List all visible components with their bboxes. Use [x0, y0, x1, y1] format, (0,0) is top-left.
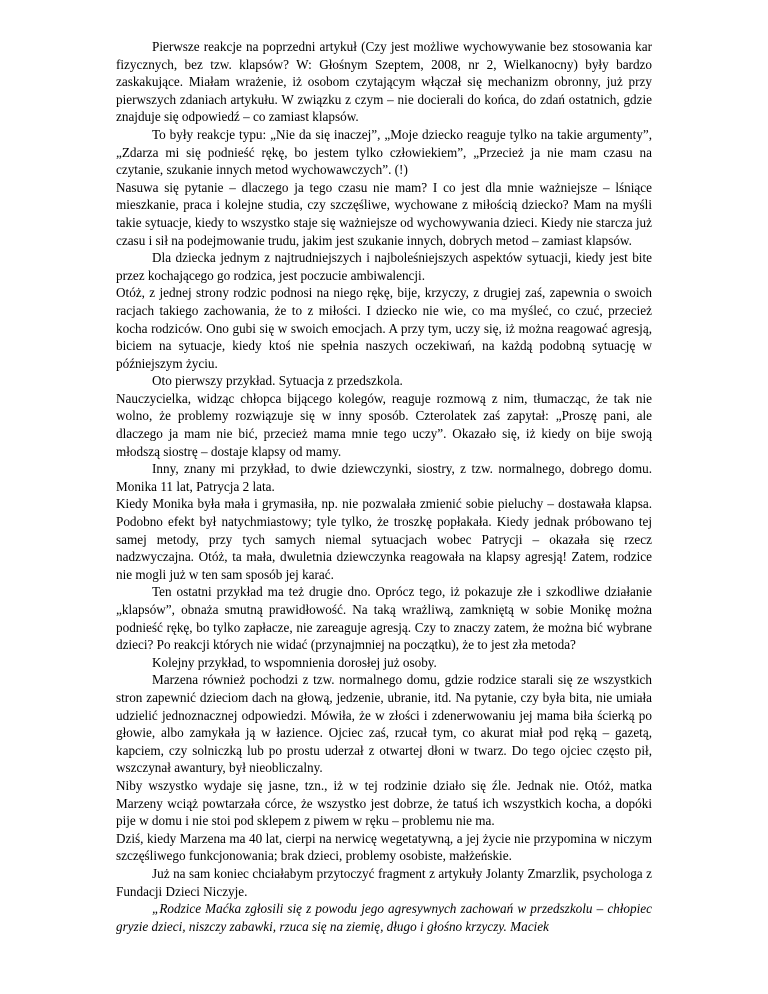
paragraph: Kiedy Monika była mała i grymasiła, np. nie pozwalała zmienić sobie pieluchy – dostawała klapsa. Podobno efekt był natychmiastowy; tyle tylko, że troszkę popłakała. Kiedy jednak próbowano tej samej metody, przy tych samych niemal sytuacjach wobec Patrycji – okazała się rzecz nadzwyczajna. Otóż, ta mała, dwuletnia dziewczynka reagowała na klapsy agresją! Zatem, rodzice nie mogli już w ten sam sposób jej karać. [116, 496, 652, 582]
paragraph: Już na sam koniec chciałabym przytoczyć fragment z artykuły Jolanty Zmarzlik, psychologa z Fundacji Dzieci Niczyje. [116, 865, 652, 899]
paragraph: Kolejny przykład, to wspomnienia dorosłej już osoby. [152, 654, 437, 670]
paragraph: To były reakcje typu: „Nie da się inaczej”, „Moje dziecko reaguje tylko na takie argumenty”, „Zdarza mi się podnieść rękę, bo jestem tylko człowiekiem”, „Przecież ja nie mam czasu na czytanie, szukanie innych metod wychowawczych”. (!) [116, 126, 652, 178]
paragraph: Nasuwa się pytanie – dlaczego ja tego czasu nie mam? I co jest dla mnie ważniejsze – lśniące mieszkanie, praca i kolejne studia, czy szczęśliwe, wychowane z miłością dziecko? Mam na myśli takie sytuacje, kiedy to wszystko staje się ważniejsze od wychowywania dzieci. Kiedy nie starcza już czasu i sił na podejmowanie trudu, jakim jest szukanie innych, dobrych metod – zamiast klapsów. [116, 179, 652, 248]
paragraph: Dziś, kiedy Marzena ma 40 lat, cierpi na nerwicę wegetatywną, a jej życie nie przypomina w niczym szczęśliwego funkcjonowania; brak dzieci, problemy osobiste, małżeńskie. [116, 830, 652, 864]
paragraph: Oto pierwszy przykład. Sytuacja z przedszkola. [152, 373, 403, 389]
quote-paragraph: „Rodzice Maćka zgłosili się z powodu jego agresywnych zachowań w przedszkolu – chłopiec gryzie dzieci, niszczy zabawki, rzuca się na ziemię, długo i głośno krzyczy. Maciek [116, 901, 652, 934]
paragraph: Niby wszystko wydaje się jasne, tzn., iż w tej rodzinie działo się źle. Jednak nie. Otóż, matka Marzeny wciąż powtarzała córce, że wszystko jest dobrze, że tatuś ich wszystkich kocha, a dopóki pije w domu i nie stoi pod sklepem z piwem w ręku – problemu nie ma. [116, 777, 652, 829]
article-body [116, 38, 652, 935]
paragraph: Pierwsze reakcje na poprzedni artykuł (Czy jest możliwe wychowywanie bez stosowania kar fizycznych, bez tzw. klapsów? W: Głośnym Szeptem, 2008, nr 2, Wielkanocny) były bardzo zaskakujące. Miałam wrażenie, iż osobom czytającym włączał się mechanizm obronny, już przy pierwszych zdaniach artykułu. W związku z czym – nie docierali do końca, do zdań ostatnich, gdzie znajduje się odpowiedź – co zamiast klapsów. [116, 39, 652, 125]
paragraph: Dla dziecka jednym z najtrudniejszych i najboleśniejszych aspektów sytuacji, kiedy jest bite przez kochającego go rodzica, jest poczucie ambiwalencji. [116, 250, 652, 283]
paragraph: Otóż, z jednej strony rodzic podnosi na niego rękę, bije, krzyczy, z drugiej zaś, zapewnia o swoich racjach takiego zachowania, że to z miłości. I dziecko nie wie, co ma myśleć, co czuć, przecież kocha rodziców. Ono gubi się w swoich emocjach. A przy tym, uczy się, iż można reagować agresją, biciem na sytuacje, kiedy ktoś nie spełnia naszych oczekiwań, na każdą podobną sytuację w późniejszym życiu. [116, 285, 652, 371]
paragraph: Nauczycielka, widząc chłopca bijącego kolegów, reaguje rozmową z nim, tłumacząc, że tak nie wolno, że problemy rozwiązuje się w inny sposób. Czterolatek zaś zapytał: „Proszę pani, ale dlaczego ja mam nie bić, przecież mama mnie tego uczy”. Okazało się, iż kiedy on bije swoją młodszą siostrę – dostaje klapsy od mamy. [116, 390, 652, 459]
paragraph: Marzena również pochodzi z tzw. normalnego domu, gdzie rodzice starali się ze wszystkich stron zapewnić dzieciom dach na głową, jedzenie, ubranie, itd. Na pytanie, czy była bita, nie umiała udzielić jednoznacznej odpowiedzi. Mówiła, że w złości i zdenerwowaniu jej mama biła ścierką po głowie, albo zamykała ją w łazience. Ojciec zaś, rzucał tym, co akurat miał pod ręką – gazetą, kapciem, czy solniczką lub po prostu uderzał z otwartej dłoni w twarz. Do tego ojciec często pił, wszczynał awantury, był nieobliczalny. [116, 672, 652, 776]
paragraph: Inny, znany mi przykład, to dwie dziewczynki, siostry, z tzw. normalnego, dobrego domu. Monika 11 lat, Patrycja 2 lata. [116, 461, 652, 494]
paragraph: Ten ostatni przykład ma też drugie dno. Oprócz tego, iż pokazuje złe i szkodliwe działanie „klapsów”, obnaża smutną prawidłowość. Na taką wrażliwą, zamkniętą w sobie Monikę można podnieść rękę, bo tylko zapłacze, nie zareaguje agresją. Czy to znaczy zatem, że można bić wybrane dzieci? Po reakcji których nie widać (przynajmniej na początku), że to jest zła metoda? [116, 584, 652, 653]
